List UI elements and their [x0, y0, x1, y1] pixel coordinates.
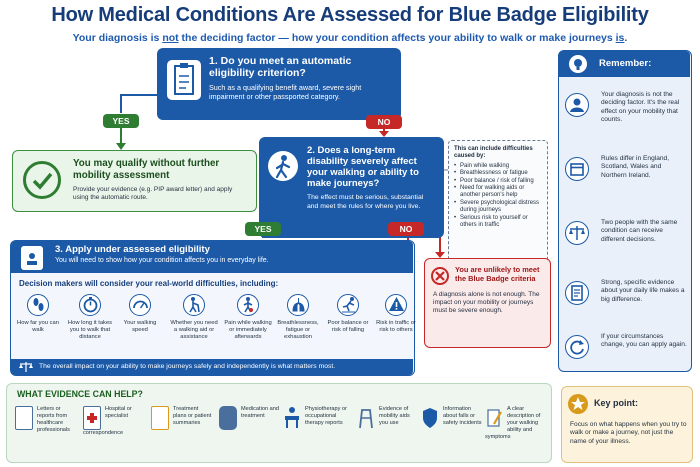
no-badge-1: NO [366, 115, 402, 129]
evidence-item: Letters or reports from healthcare professionals [15, 406, 77, 434]
lungs-icon [287, 294, 309, 316]
difficulty-item: Pain while walking or immediately afterwards [223, 294, 273, 341]
treatment-plan-icon [151, 406, 169, 430]
walking-person-icon [268, 151, 298, 181]
evidence-item: Physiotherapy or occupational therapy reports [283, 406, 353, 430]
pain-icon [237, 294, 259, 316]
walker-icon [357, 406, 375, 430]
yes-badge-1: YES [103, 114, 139, 128]
calendar-icon [565, 157, 589, 181]
document-icon [565, 281, 589, 305]
evidence-item: Information about falls or safety incidents [421, 406, 483, 430]
star-icon [568, 394, 588, 414]
unlikely-box [424, 258, 551, 348]
qualify-body: Provide your evidence (e.g. PIP award letter) and apply using the automatic route. [73, 186, 233, 201]
evidence-item: Evidence of mobility aids you use [357, 406, 419, 430]
evidence-item: A clear description of your walking ability and symptoms [485, 406, 541, 440]
step-1-title: 1. Do you meet an automatic eligibility criterion? [209, 55, 352, 79]
falling-person-icon [337, 294, 359, 316]
evidence-item: Medication and treatment [219, 406, 281, 430]
step-1-body: Such as a qualifying benefit award, severe sight impairment or other passported category. [209, 83, 362, 101]
hospital-icon [83, 406, 101, 430]
checkmark-icon [23, 161, 61, 199]
stopwatch-icon [79, 294, 101, 316]
list-item: • Serious risk to yourself or others in traffic [454, 215, 542, 230]
lightbulb-icon [569, 55, 587, 73]
evidence-section [6, 383, 552, 463]
decision-heading: Decision makers will consider your real-world difficulties, including: [19, 279, 279, 288]
page-subtitle: Your diagnosis is not the deciding factor — how your condition affects your ability to walk or make journeys is. [72, 32, 628, 44]
refresh-icon [565, 335, 589, 359]
cross-icon [431, 267, 449, 285]
difficulty-item: Breathlessness, fatigue or exhaustion [273, 294, 323, 341]
yes-badge-2: YES [245, 222, 281, 236]
difficulty-item: How far you can walk [13, 294, 63, 334]
remember-item: Strong, specific evidence about your daily life makes a big difference. [565, 279, 687, 304]
medication-icon [219, 406, 237, 430]
no-badge-2: NO [388, 222, 424, 236]
remember-item: Two people with the same condition can receive different decisions. [565, 219, 687, 244]
key-point-title: Key point: [594, 398, 638, 408]
list-item: • Need for walking aids or another person's help [454, 185, 542, 200]
list-item: • Breathlessness or fatigue [454, 170, 542, 177]
difficulties-note [448, 140, 548, 270]
scales-icon [565, 221, 589, 245]
difficulty-item: Risk in traffic or risk to others [371, 294, 421, 334]
step-3-body: You will need to show how your condition affects you in everyday life. [55, 257, 269, 264]
physiotherapy-icon [283, 406, 301, 430]
step-3-header [11, 241, 413, 273]
difficulty-item: Your walking speed [115, 294, 165, 334]
list-item: • Poor balance / risk of falling [454, 178, 542, 185]
key-point-box [561, 386, 693, 463]
id-badge-icon [21, 246, 43, 270]
qualify-title: You may qualify without further mobility assessment [73, 158, 220, 181]
evidence-item: Treatment plans or patient summaries [151, 406, 213, 430]
footprints-icon [27, 294, 49, 316]
key-point-body: Focus on what happens when you try to walk or make a journey, not just the name of your illness. [570, 421, 687, 445]
difficulty-item: Poor balance or risk of falling [323, 294, 373, 334]
difficulty-item: How long it takes you to walk that distance [65, 294, 115, 341]
clipboard-icon [167, 60, 201, 100]
remember-item: Your diagnosis is not the deciding factor. It's the real effect on your mobility that counts. [565, 91, 687, 125]
pencil-icon [485, 406, 503, 430]
step-3-footer: The overall impact on your ability to make journeys safely and independently is what matters most. [11, 359, 413, 375]
evidence-title: WHAT EVIDENCE CAN HELP? [17, 389, 143, 399]
list-item: • Pain while walking [454, 163, 542, 170]
shield-icon [421, 406, 439, 430]
letter-icon [15, 406, 33, 430]
step-1-box [157, 48, 401, 120]
difficulty-item: Whether you need a walking aid or assistance [169, 294, 219, 341]
scales-icon [19, 362, 33, 379]
remember-item: Rules differ in England, Scotland, Wales and Northern Ireland. [565, 155, 687, 180]
remember-item: If your circumstances change, you can apply again. [565, 333, 687, 350]
person-icon [565, 93, 589, 117]
qualify-box [12, 150, 257, 212]
remember-panel [558, 50, 692, 372]
evidence-item: Hospital or specialist correspondence [83, 406, 132, 436]
warning-icon [385, 294, 407, 316]
step-3-box [10, 240, 415, 376]
walking-aid-icon [183, 294, 205, 316]
difficulties-note-heading: This can include difficulties caused by: [454, 146, 533, 160]
step-2-title: 2. Does a long-term disability severely affect your walking or ability to make journeys? [307, 145, 419, 189]
page-title: How Medical Conditions Are Assessed for Blue Badge Eligibility [51, 4, 649, 26]
step-2-body: The effect must be serious, substantial and meet the rules for where you live. [307, 194, 424, 210]
speedometer-icon [129, 294, 151, 316]
step-3-title: 3. Apply under assessed eligibility [55, 244, 210, 255]
remember-header: Remember: [559, 51, 690, 77]
unlikely-body: A diagnosis alone is not enough. The impact on your mobility or journeys must be severe enough. [433, 291, 540, 315]
unlikely-title: You are unlikely to meet the Blue Badge criteria [455, 265, 540, 283]
list-item: • Severe psychological distress during journeys [454, 200, 542, 215]
